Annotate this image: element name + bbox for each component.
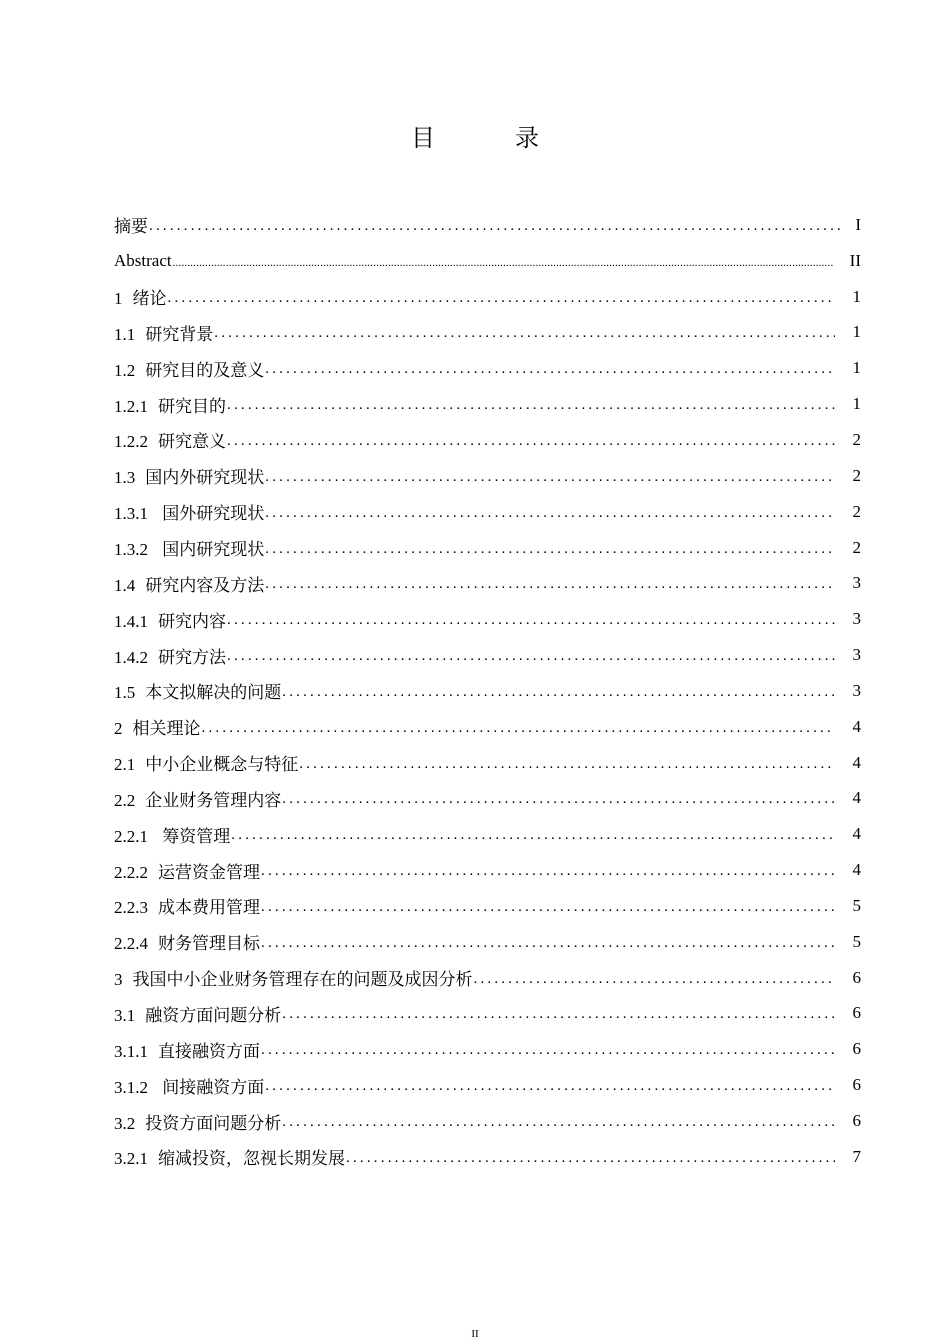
toc-entry[interactable] <box>114 960 861 996</box>
toc-entry-number: 1.1 <box>114 324 136 344</box>
toc-entry-label <box>114 1001 282 1026</box>
toc-entry-page: 4 <box>852 788 861 808</box>
toc-entry[interactable] <box>114 781 861 817</box>
toc-dot-leader <box>265 1076 835 1094</box>
toc-entry-page: 3 <box>852 609 861 629</box>
toc-entry-title: 相关理论 <box>132 719 201 739</box>
toc-dot-leader <box>231 825 835 843</box>
toc-entry-number: 3.1.2 <box>114 1077 148 1097</box>
toc-entry-number: 1.3.1 <box>114 504 148 524</box>
footer-page-number: II <box>471 1328 479 1340</box>
toc-entry-page: 3 <box>852 645 861 665</box>
toc-entry-title: 研究内容及方法 <box>145 575 265 595</box>
toc-entry[interactable] <box>114 494 861 530</box>
toc-entry-page: 1 <box>852 322 861 342</box>
toc-dot-leader <box>346 1148 835 1166</box>
toc-entry[interactable] <box>114 279 861 315</box>
toc-entry-title: 缩减投资，忽视长期发展 <box>158 1149 345 1169</box>
toc-entry-title: 财务管理目标 <box>158 934 260 954</box>
toc-entry-page: 5 <box>852 895 861 915</box>
toc-entry[interactable] <box>114 888 861 924</box>
toc-entry-label <box>114 929 261 954</box>
toc-entry-title: 间接融资方面 <box>158 1077 265 1097</box>
toc-entry-title: 研究内容 <box>158 611 226 631</box>
toc-dot-leader <box>282 789 835 807</box>
toc-entry-number: 1.4.2 <box>114 647 148 667</box>
toc-list <box>114 207 861 1175</box>
toc-dot-leader <box>261 897 835 915</box>
toc-entry[interactable] <box>114 315 861 351</box>
toc-entry-label <box>114 1073 265 1098</box>
toc-entry[interactable] <box>114 673 861 709</box>
toc-entry-page: 2 <box>852 429 861 449</box>
toc-entry-title: 摘要 <box>114 217 148 237</box>
toc-entry-number: 2.2.2 <box>114 862 148 882</box>
toc-entry-label <box>114 427 227 452</box>
toc-entry[interactable] <box>114 458 861 494</box>
toc-dot-leader <box>282 1112 835 1130</box>
toc-entry-number: 3.1 <box>114 1005 136 1025</box>
toc-entry[interactable] <box>114 1103 861 1139</box>
toc-entry-title: 企业财务管理内容 <box>145 790 282 810</box>
toc-entry-page: 5 <box>852 931 861 951</box>
toc-entry-number: 3.1.1 <box>114 1041 148 1061</box>
toc-entry-number: 3.2.1 <box>114 1149 148 1169</box>
toc-entry-title: 研究意义 <box>158 432 226 452</box>
toc-dot-leader <box>265 539 835 557</box>
toc-entry[interactable] <box>114 924 861 960</box>
toc-entry-page: 3 <box>852 680 861 700</box>
toc-entry-number: 3.2 <box>114 1113 136 1133</box>
toc-dot-leader <box>265 574 835 592</box>
toc-entry[interactable] <box>114 1139 861 1175</box>
toc-entry-page: 6 <box>852 967 861 987</box>
toc-dot-leader <box>149 216 845 234</box>
toc-entry-page: 2 <box>852 537 861 557</box>
toc-entry-label <box>114 463 265 488</box>
toc-entry-label <box>114 1109 282 1134</box>
toc-entry-label <box>114 678 282 703</box>
toc-entry-title: 本文拟解决的问题 <box>145 683 282 703</box>
toc-entry-label <box>114 499 265 524</box>
toc-entry-label <box>114 392 227 417</box>
toc-dot-leader <box>474 969 836 987</box>
toc-entry[interactable] <box>114 601 861 637</box>
toc-entry[interactable] <box>114 207 861 243</box>
toc-entry-title: 国外研究现状 <box>158 504 265 524</box>
toc-entry[interactable] <box>114 243 861 279</box>
toc-entry-number: 2 <box>114 719 123 739</box>
toc-title: 目 录 <box>411 124 567 152</box>
toc-entry-number: 1 <box>114 289 123 309</box>
toc-entry-title: 筹资管理 <box>158 826 231 846</box>
page-footer <box>0 1327 950 1341</box>
toc-entry-page: 3 <box>852 573 861 593</box>
toc-entry-number: 1.3.2 <box>114 540 148 560</box>
toc-entry-page: 6 <box>852 1075 861 1095</box>
toc-entry-number: 1.3 <box>114 468 136 488</box>
toc-entry-label <box>114 356 265 381</box>
toc-entry-label <box>114 893 261 918</box>
toc-entry-label <box>114 858 261 883</box>
toc-entry-label <box>114 535 265 560</box>
toc-entry[interactable] <box>114 422 861 458</box>
toc-entry-page: 6 <box>852 1003 861 1023</box>
toc-entry[interactable] <box>114 816 861 852</box>
toc-entry[interactable] <box>114 350 861 386</box>
toc-entry-page: 2 <box>852 501 861 521</box>
toc-entry-number: 2.2.4 <box>114 934 148 954</box>
toc-entry-title: 融资方面问题分析 <box>145 1005 282 1025</box>
toc-dot-leader <box>227 646 835 664</box>
toc-entry-page: 7 <box>852 1146 861 1166</box>
toc-dot-leader <box>299 754 835 772</box>
toc-dot-leader <box>261 1040 835 1058</box>
toc-entry[interactable] <box>114 709 861 745</box>
toc-entry-label <box>114 750 299 775</box>
toc-entry-page: 6 <box>852 1111 861 1131</box>
toc-dot-leader <box>173 252 845 269</box>
toc-dot-leader <box>214 323 835 341</box>
toc-dot-leader <box>227 431 835 449</box>
toc-entry[interactable] <box>114 1031 861 1067</box>
toc-dot-leader <box>227 395 835 413</box>
toc-entry[interactable] <box>114 386 861 422</box>
toc-entry[interactable] <box>114 530 861 566</box>
toc-entry-title: 直接融资方面 <box>158 1041 260 1061</box>
toc-entry-title: 研究目的 <box>158 396 226 416</box>
toc-entry-label <box>114 1144 346 1169</box>
toc-entry-number: 2.2.1 <box>114 826 148 846</box>
toc-entry-label <box>114 607 227 632</box>
toc-entry-title: 成本费用管理 <box>158 898 260 918</box>
toc-entry-page: 4 <box>852 824 861 844</box>
toc-entry-page: 4 <box>852 860 861 880</box>
toc-entry-title: 研究目的及意义 <box>145 360 265 380</box>
toc-entry-label <box>114 571 265 596</box>
toc-entry[interactable] <box>114 852 861 888</box>
toc-entry-page: 4 <box>852 716 861 736</box>
toc-entry-page: 1 <box>852 358 861 378</box>
toc-entry-label <box>114 1037 261 1062</box>
toc-entry-label <box>114 212 149 237</box>
toc-entry-number: 1.4.1 <box>114 611 148 631</box>
toc-entry-title: 国内研究现状 <box>158 540 265 560</box>
toc-dot-leader <box>282 682 835 700</box>
toc-dot-leader <box>282 1004 835 1022</box>
toc-entry-title: 国内外研究现状 <box>145 468 265 488</box>
toc-entry-page: II <box>849 250 861 270</box>
toc-entry-title: 研究方法 <box>158 647 226 667</box>
toc-dot-leader <box>265 467 835 485</box>
toc-entry-label <box>114 786 282 811</box>
toc-entry-number: 1.2 <box>114 360 136 380</box>
toc-dot-leader <box>168 288 836 306</box>
toc-entry-title: 绪论 <box>132 289 167 309</box>
toc-entry-title: 投资方面问题分析 <box>145 1113 282 1133</box>
toc-entry[interactable] <box>114 996 861 1032</box>
toc-entry[interactable] <box>114 565 861 601</box>
toc-entry-number: 2.1 <box>114 755 136 775</box>
toc-entry[interactable] <box>114 1067 861 1103</box>
toc-dot-leader <box>265 359 835 377</box>
toc-entry-number: 1.2.1 <box>114 396 148 416</box>
toc-entry-title: 中小企业概念与特征 <box>145 755 299 775</box>
toc-entry-number: 2.2 <box>114 790 136 810</box>
toc-entry-label <box>114 965 474 990</box>
toc-dot-leader <box>265 503 835 521</box>
toc-entry-number: 2.2.3 <box>114 898 148 918</box>
toc-entry-page: 1 <box>852 394 861 414</box>
toc-entry-label <box>114 284 168 309</box>
toc-entry-page: 4 <box>852 752 861 772</box>
toc-entry-label <box>114 320 214 345</box>
toc-dot-leader <box>227 610 835 628</box>
toc-entry-label <box>114 251 173 271</box>
toc-dot-leader <box>261 933 835 951</box>
toc-entry-label <box>114 714 202 739</box>
toc-entry-number: 1.2.2 <box>114 432 148 452</box>
toc-entry-page: 6 <box>852 1039 861 1059</box>
toc-entry-page: 1 <box>852 286 861 306</box>
toc-entry-page: I <box>855 214 861 234</box>
toc-dot-leader <box>261 861 835 879</box>
toc-entry-page: 2 <box>852 465 861 485</box>
toc-entry-title: 我国中小企业财务管理存在的问题及成因分析 <box>132 970 473 990</box>
toc-entry-label <box>114 822 231 847</box>
toc-entry-number: 1.5 <box>114 683 136 703</box>
toc-entry-title: 运营资金管理 <box>158 862 260 882</box>
toc-entry-title: Abstract <box>114 250 172 270</box>
toc-entry-title: 研究背景 <box>145 324 214 344</box>
toc-entry-label <box>114 643 227 668</box>
toc-dot-leader <box>202 718 836 736</box>
toc-entry-number: 3 <box>114 970 123 990</box>
toc-entry[interactable] <box>114 745 861 781</box>
toc-entry[interactable] <box>114 637 861 673</box>
toc-entry-number: 1.4 <box>114 575 136 595</box>
